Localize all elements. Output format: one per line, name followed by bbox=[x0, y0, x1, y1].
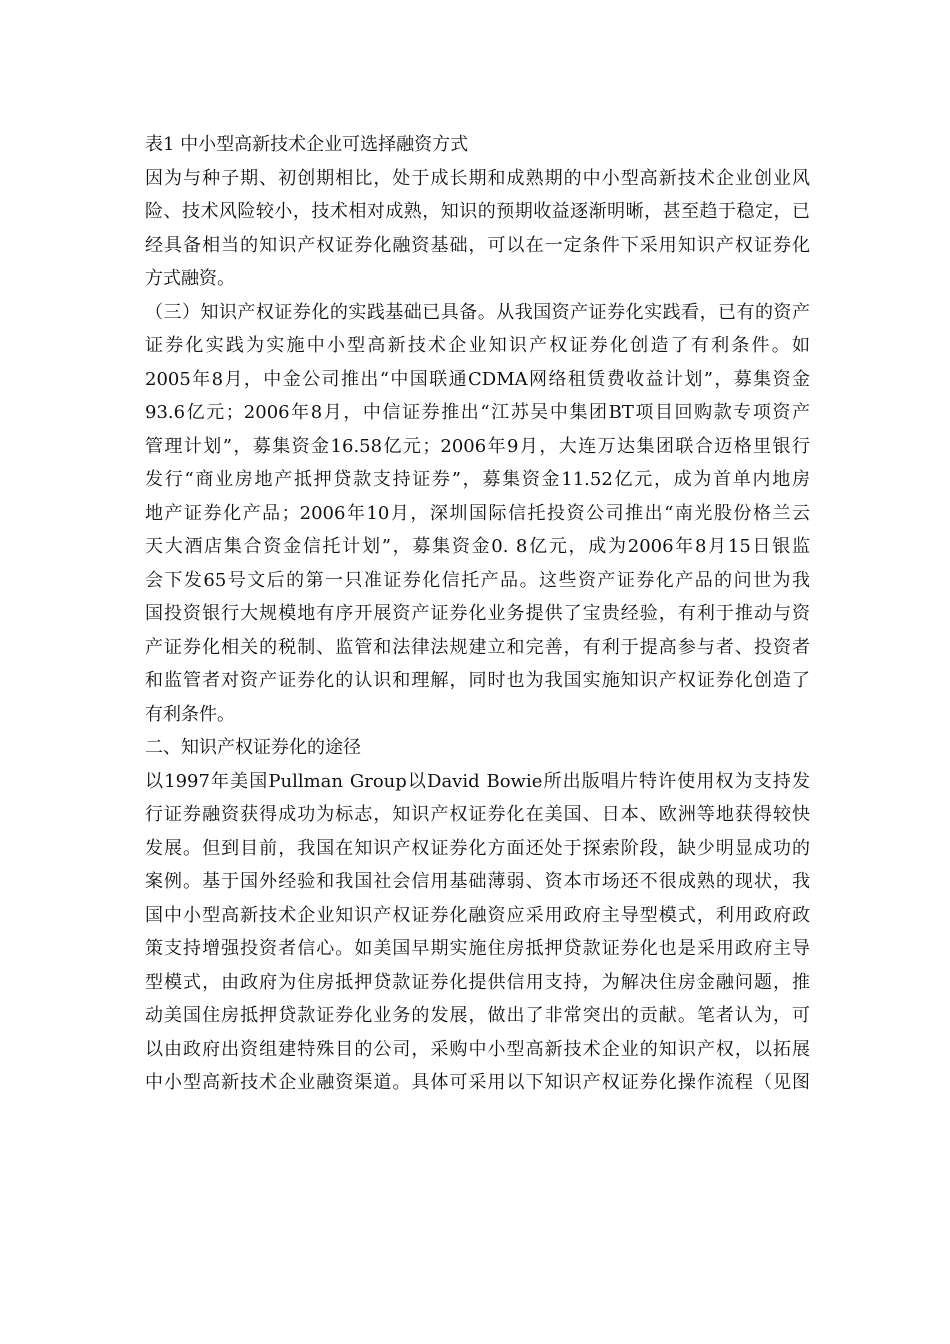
text-line: 经具备相当的知识产权证券化融资基础，可以在一定条件下采用知识产权证券化 bbox=[145, 234, 810, 256]
text-line: 险、技术风险较小，技术相对成熟，知识的预期收益逐渐明晰，甚至趋于稳定，已 bbox=[145, 201, 810, 222]
text-line: （三）知识产权证券化的实践基础已具备。从我国资产证券化实践看，已有的资产 bbox=[145, 301, 810, 323]
text-line: 证券化实践为实施中小型高新技术企业知识产权证券化创造了有利条件。如 bbox=[145, 335, 810, 356]
text-line: 地产证券化产品；2006年10月，深圳国际信托投资公司推出“南光股份格兰云 bbox=[145, 502, 810, 524]
text-line: 93.6亿元；2006年8月，中信证券推出“江苏吴中集团BT项目回购款专项资产 bbox=[145, 402, 810, 423]
text-line: 和监管者对资产证券化的认识和理解，同时也为我国实施知识产权证券化创造了 bbox=[145, 670, 810, 691]
text-line: 发展。但到目前，我国在知识产权证券化方面还处于探索阶段，缺少明显成功的 bbox=[145, 837, 810, 859]
document-body bbox=[145, 128, 810, 1100]
text-line: 国中小型高新技术企业知识产权证券化融资应采用政府主导型模式，利用政府政 bbox=[145, 904, 810, 926]
text-line: 动美国住房抵押贷款证券化业务的发展，做出了非常突出的贡献。笔者认为，可 bbox=[145, 1005, 810, 1026]
text-line: 产证券化相关的税制、监管和法律法规建立和完善，有利于提高参与者、投资者 bbox=[145, 636, 810, 658]
text-line: 管理计划”，募集资金16.58亿元；2006年9月，大连万达集团联合迈格里银行 bbox=[145, 435, 810, 457]
text-line: 策支持增强投资者信心。如美国早期实施住房抵押贷款证券化也是采用政府主导 bbox=[145, 938, 810, 959]
text-line: 以1997年美国Pullman Group以David Bowie所出版唱片特许使用权为支持发 bbox=[145, 770, 810, 792]
text-line: 会下发65号文后的第一只准证券化信托产品。这些资产证券化产品的问世为我 bbox=[145, 569, 810, 591]
text-line: 有利条件。 bbox=[145, 703, 235, 725]
text-line: 行证券融资获得成功为标志，知识产权证券化在美国、日本、欧洲等地获得较快 bbox=[145, 804, 810, 825]
text-line: 2005年8月，中金公司推出“中国联通CDMA网络租赁费收益计划”，募集资金 bbox=[145, 368, 810, 390]
text-line: 以由政府出资组建特殊目的公司，采购中小型高新技术企业的知识产权，以拓展 bbox=[145, 1038, 810, 1060]
text-line: 天大酒店集合资金信托计划”，募集资金0. 8亿元，成为2006年8月15日银监 bbox=[145, 536, 810, 557]
text-line: 因为与种子期、初创期相比，处于成长期和成熟期的中小型高新技术企业创业风 bbox=[145, 167, 810, 189]
text-line: 方式融资。 bbox=[145, 268, 235, 289]
text-line: 发行“商业房地产抵押贷款支持证券”，募集资金11.52亿元，成为首单内地房 bbox=[145, 469, 810, 490]
text-line: 二、知识产权证券化的途径 bbox=[145, 737, 361, 758]
text-line: 中小型高新技术企业融资渠道。具体可采用以下知识产权证券化操作流程（见图 bbox=[145, 1072, 810, 1093]
text-line: 表1 中小型高新技术企业可选择融资方式 bbox=[145, 134, 469, 155]
text-line: 型模式，由政府为住房抵押贷款证券化提供信用支持，为解决住房金融问题，推 bbox=[145, 971, 810, 993]
text-line: 案例。基于国外经验和我国社会信用基础薄弱、资本市场还不很成熟的现状，我 bbox=[145, 871, 810, 892]
text-line: 国投资银行大规模地有序开展资产证券化业务提供了宝贵经验，有利于推动与资 bbox=[145, 603, 810, 624]
